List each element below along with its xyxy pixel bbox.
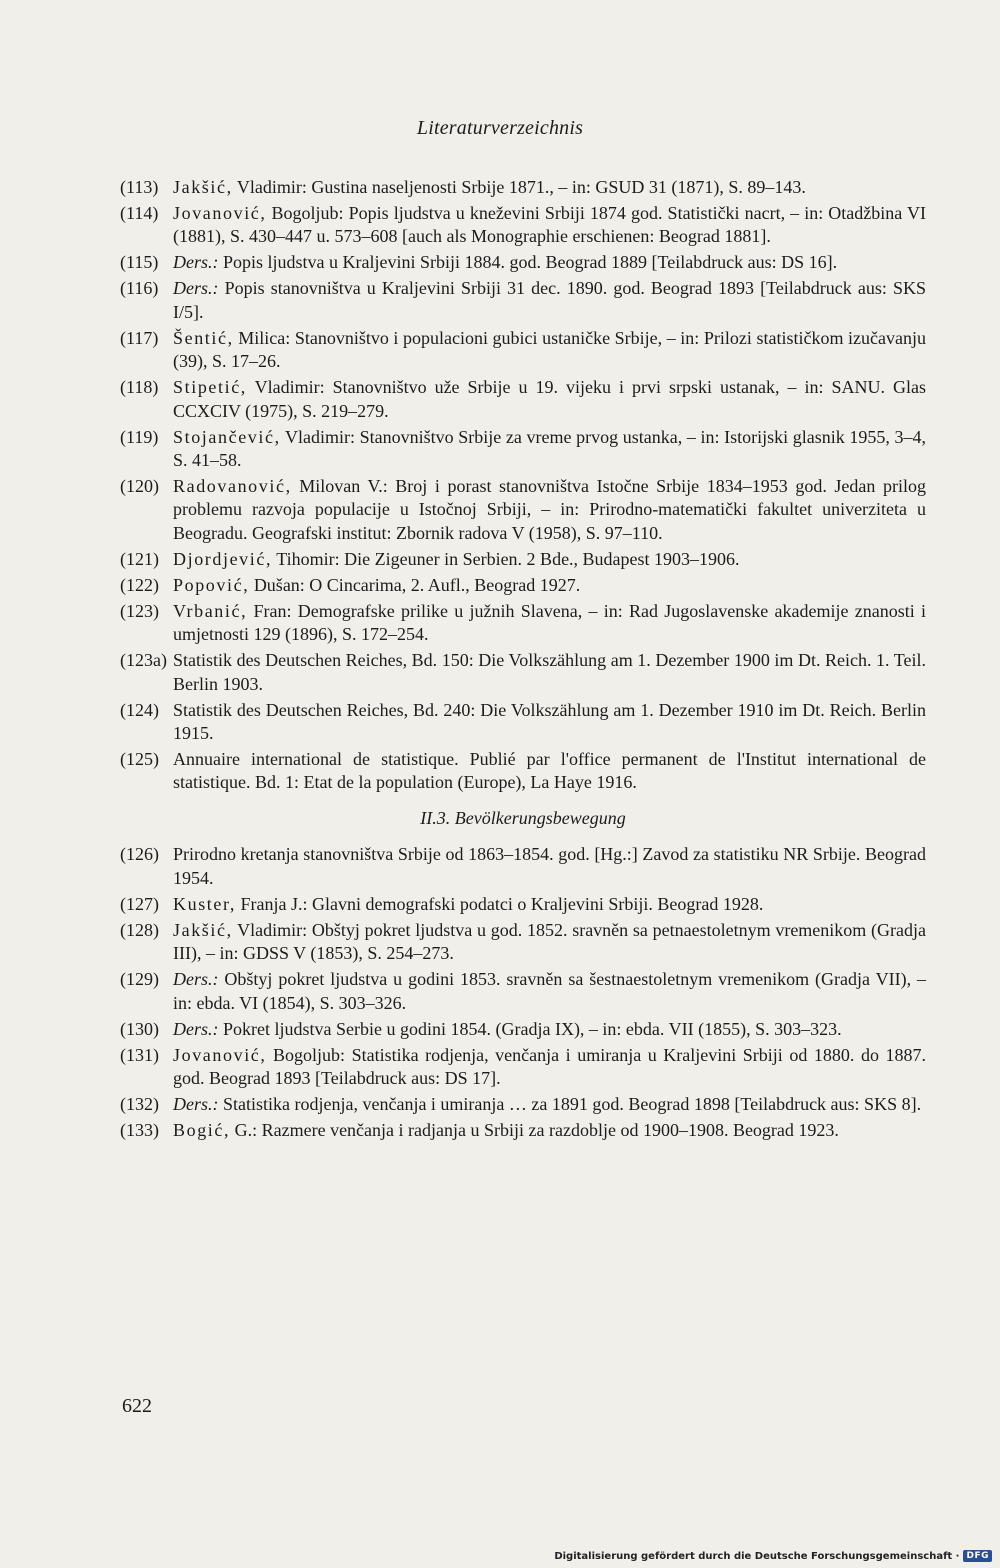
entry-author: Djordjević, (173, 548, 273, 569)
bibliography (120, 176, 926, 1145)
entry-text: Milovan V.: Broj i porast stanovništva Istočne Srbije 1834–1953 god. Jedan prilog problemu razvoja populacije u Istočnoj Srbiji, – in: Prirodno-matematički fakultet univerziteta u Beogradu. Geografski institut: Zbornik radova V (1958), S. 97–110. (173, 476, 926, 543)
entry-number: (113) (120, 177, 159, 197)
bibliography-entry (120, 327, 926, 374)
entry-text: Prirodno kretanja stanovništva Srbije od 1863–1854. god. [Hg.:] Zavod za statistiku NR Srbije. Beograd 1954. (173, 844, 926, 888)
bibliography-entry (120, 968, 926, 1015)
bibliography-entry (120, 426, 926, 473)
section-heading: II.3. Bevölkerungsbewegung (420, 807, 626, 828)
entry-text: Vladimir: Gustina naseljenosti Srbije 1871., – in: GSUD 31 (1871), S. 89–143. (232, 177, 806, 197)
bibliography-entry (120, 893, 926, 916)
entry-text: Franja J.: Glavni demografski podatci o Kraljevini Srbiji. Beograd 1928. (235, 893, 764, 914)
entry-text: Fran: Demografske prilike u južnih Slavena, – in: Rad Jugoslavenske akademije znanosti i umjetnosti 129 (1896), S. 172–254. (173, 600, 926, 645)
entry-number: (133) (120, 1119, 159, 1140)
entry-text: Statistik des Deutschen Reiches, Bd. 240: Die Volkszählung am 1. Dezember 1910 im Dt. Reich. Berlin 1915. (173, 699, 926, 744)
bibliography-entry (120, 1044, 926, 1091)
entry-text: Vladimir: Stanovništvo uže Srbije u 19. vijeku i prvi srpski ustanak, – in: SANU. Glas CCXCIV (1975), S. 219–279. (173, 377, 926, 421)
entry-number: (122) (120, 574, 159, 595)
bibliography-entry (120, 475, 926, 545)
bibliography-entry (120, 574, 926, 597)
entry-ders: Ders.: (173, 278, 219, 299)
entry-text: Annuaire international de statistique. Publié par l'office permanent de l'Institut international de statistique. Bd. 1: Etat de la population (Europe), La Haye 1916. (173, 749, 926, 793)
entry-number: (119) (120, 426, 159, 447)
entry-ders: Ders.: (173, 1018, 219, 1039)
entry-number: (120) (120, 476, 159, 497)
bibliography-list-part-2 (120, 843, 926, 1142)
bibliography-entry (120, 1018, 926, 1041)
footer-credit (554, 1550, 992, 1562)
entry-number: (131) (120, 1044, 159, 1065)
entry-number: (116) (120, 278, 159, 299)
entry-text: Bogoljub: Statistika rodjenja, venčanja i umiranja u Kraljevini Srbiji od 1880. do 1887. god. Beograd 1893 [Teilabdruck aus: DS 17]. (173, 1044, 926, 1088)
footer-text: Digitalisierung gefördert durch die Deutsche Forschungsgemeinschaft · (554, 1550, 960, 1562)
bibliography-entry (120, 843, 926, 890)
entry-text: Vladimir: Obštyj pokret ljudstva u god. 1852. sravněn sa petnaestoletnym vremenikom (Gradja III), – in: GDSS V (1853), S. 254–273. (173, 919, 926, 964)
entry-text: Pokret ljudstva Serbie u godini 1854. (Gradja IX), – in: ebda. VII (1855), S. 303–323. (218, 1018, 842, 1039)
entry-text: Vladimir: Stanovništvo Srbije za vreme prvog ustanka, – in: Istorijski glasnik 1955, 3–4, S. 41–58. (173, 426, 926, 471)
entry-number: (123a) (120, 650, 167, 671)
entry-author: Stipetić, (173, 377, 247, 398)
entry-number: (128) (120, 919, 159, 940)
entry-author: Radovanović, (173, 476, 292, 497)
entry-text: Popis ljudstva u Kraljevini Srbiji 1884. god. Beograd 1889 [Teilabdruck aus: DS 16]. (218, 252, 838, 273)
bibliography-entry (120, 919, 926, 966)
page-number: 622 (122, 1395, 152, 1417)
entry-text: Tihomir: Die Zigeuner in Serbien. 2 Bde., Budapest 1903–1906. (272, 548, 740, 569)
entry-number: (117) (120, 327, 159, 348)
entry-author: Kuster, (173, 893, 236, 914)
entry-text: Popis stanovništva u Kraljevini Srbiji 31 dec. 1890. god. Beograd 1893 [Teilabdruck aus: SKS I/5]. (173, 278, 926, 322)
entry-author: Šentić, (173, 327, 234, 348)
running-head: Literaturverzeichnis (416, 117, 584, 139)
entry-ders: Ders.: (173, 252, 219, 273)
entry-author: Stojančević, (173, 426, 281, 447)
entry-number: (115) (120, 252, 159, 273)
dfg-logo-icon: DFG (963, 1550, 992, 1562)
entry-text: Obštyj pokret ljudstva u godini 1853. sravněn sa šestnaestoletnym vremenikom (Gradja VII), – in: ebda. VI (1854), S. 303–326. (173, 969, 926, 1013)
bibliography-entry (120, 1093, 926, 1116)
bibliography-entry (120, 277, 926, 324)
entry-text: G.: Razmere venčanja i radjanja u Srbiji za razdoblje od 1900–1908. Beograd 1923. (230, 1119, 839, 1140)
entry-number: (125) (120, 749, 159, 770)
entry-number: (127) (120, 893, 159, 914)
bibliography-list-part-1 (120, 176, 926, 795)
entry-number: (130) (120, 1018, 159, 1039)
entry-number: (126) (120, 844, 159, 865)
entry-author: Vrbanić, (173, 600, 248, 621)
bibliography-entry (120, 202, 926, 249)
bibliography-entry (120, 699, 926, 746)
bibliography-entry (120, 600, 926, 647)
bibliography-entry (120, 748, 926, 795)
entry-author: Jakšić, (173, 919, 233, 940)
entry-author: Jakšić, (173, 177, 233, 197)
entry-number: (114) (120, 203, 159, 223)
bibliography-entry (120, 1119, 926, 1142)
entry-text: Bogoljub: Popis ljudstva u kneževini Srbiji 1874 god. Statistički nacrt, – in: Otadžbina VI (1881), S. 430–447 u. 573–608 [auch als Monographie erschienen: Beograd 1881]. (173, 203, 926, 247)
entry-number: (124) (120, 699, 159, 720)
entry-number: (121) (120, 548, 159, 569)
entry-author: Jovanović, (173, 1044, 267, 1065)
bibliography-entry (120, 176, 926, 199)
entry-number: (118) (120, 377, 159, 398)
entry-number: (123) (120, 600, 159, 621)
entry-text: Dušan: O Cincarima, 2. Aufl., Beograd 1927. (249, 574, 581, 595)
bibliography-entry (120, 251, 926, 274)
entry-author: Jovanović, (173, 203, 267, 223)
entry-number: (132) (120, 1093, 159, 1114)
bibliography-entry (120, 548, 926, 571)
entry-author: Popović, (173, 574, 250, 595)
entry-text: Statistik des Deutschen Reiches, Bd. 150: Die Volkszählung am 1. Dezember 1900 im Dt. Reich. 1. Teil. Berlin 1903. (173, 650, 926, 694)
entry-ders: Ders.: (173, 969, 219, 990)
entry-ders: Ders.: (173, 1093, 219, 1114)
bibliography-entry (120, 649, 926, 696)
entry-text: Statistika rodjenja, venčanja i umiranja … za 1891 god. Beograd 1898 [Teilabdruck aus: SKS 8]. (218, 1093, 922, 1114)
bibliography-entry (120, 376, 926, 423)
entry-text: Milica: Stanovništvo i populacioni gubici ustaničke Srbije, – in: Prilozi statističkom izučavanju (39), S. 17–26. (173, 327, 926, 372)
entry-number: (129) (120, 969, 159, 990)
entry-author: Bogić, (173, 1119, 231, 1140)
